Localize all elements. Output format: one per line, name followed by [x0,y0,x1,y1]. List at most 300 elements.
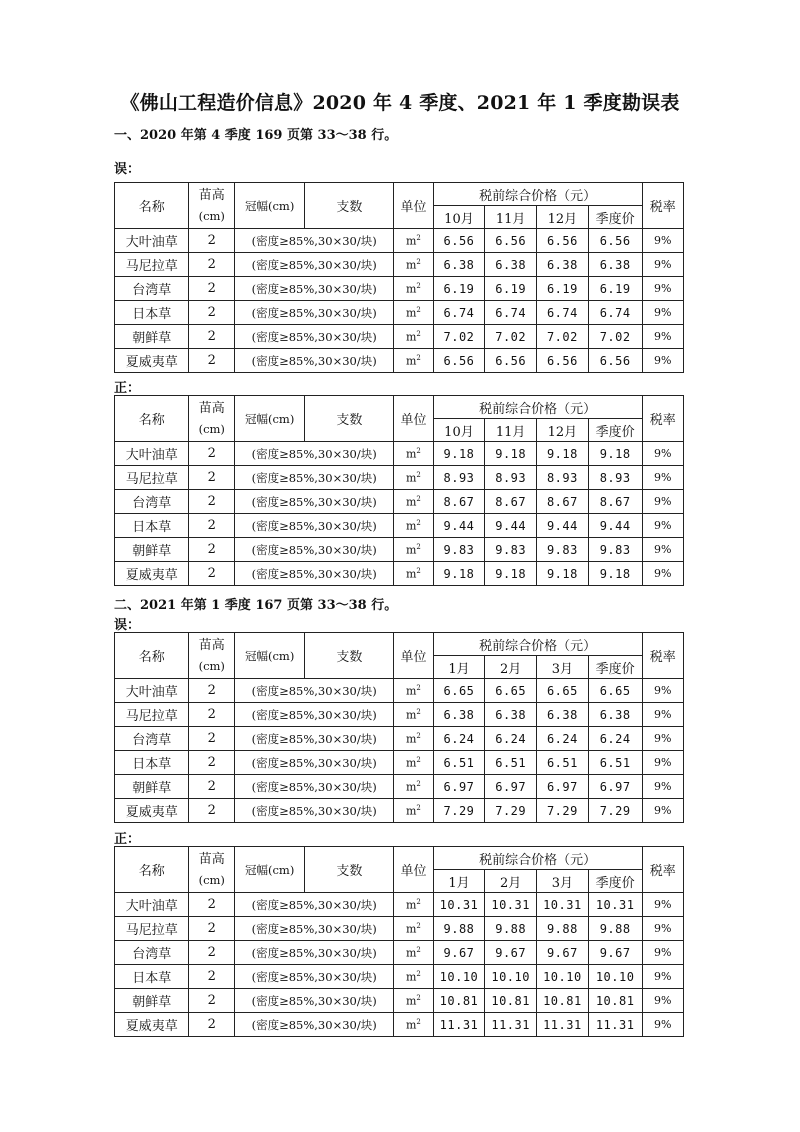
cell-price: 6.38 [433,253,485,277]
cell-price: 6.56 [485,349,537,373]
cell-price: 9.83 [588,538,642,562]
cell-name: 朝鲜草 [115,989,189,1013]
cell-price: 9.18 [588,442,642,466]
cell-price: 6.38 [537,703,589,727]
cell-tax: 9% [642,703,683,727]
unit-base: m [405,684,417,698]
cell-price: 9.18 [433,562,485,586]
col-header-height-line2: (cm) [198,872,225,887]
cell-tax: 9% [642,751,683,775]
unit-base: m [405,471,417,485]
unit-base: m [405,946,417,960]
unit-base: m [405,708,417,722]
unit-superscript: 2 [416,1017,421,1026]
cell-price: 6.65 [588,679,642,703]
col-header-crown: 冠幅(cm) [235,396,305,442]
unit-superscript: 2 [416,755,421,764]
col-header-crown: 冠幅(cm) [235,183,305,229]
cell-unit [394,253,433,277]
cell-tax: 9% [642,917,683,941]
cell-unit [394,917,433,941]
cell-price: 6.38 [485,253,537,277]
cell-price: 6.38 [485,703,537,727]
cell-price: 10.31 [485,893,537,917]
cell-price: 9.18 [537,562,589,586]
cell-spec: (密度≥85%,30×30/块) [235,349,394,373]
cell-height: 2 [189,442,235,466]
col-header-period: 10月 [433,419,485,442]
cell-price: 9.67 [485,941,537,965]
unit-superscript: 2 [416,566,421,575]
col-header-price-group: 税前综合价格（元） [433,183,642,206]
unit-superscript: 2 [416,707,421,716]
cell-price: 6.65 [537,679,589,703]
col-header-tax: 税率 [642,183,683,229]
table-row [115,989,684,1013]
cell-price: 9.44 [537,514,589,538]
col-header-count: 支数 [305,847,394,893]
cell-price: 9.83 [433,538,485,562]
cell-price: 6.74 [537,301,589,325]
table-row [115,442,684,466]
cell-unit [394,1013,433,1037]
unit-base: m [405,732,417,746]
cell-price: 6.56 [433,349,485,373]
cell-spec: (密度≥85%,30×30/块) [235,917,394,941]
cell-price: 6.24 [433,727,485,751]
cell-unit [394,989,433,1013]
col-header-height [189,396,235,442]
cell-price: 9.18 [588,562,642,586]
unit-superscript: 2 [416,897,421,906]
cell-price: 6.38 [588,253,642,277]
cell-price: 6.74 [433,301,485,325]
cell-spec: (密度≥85%,30×30/块) [235,277,394,301]
cell-price: 11.31 [588,1013,642,1037]
cell-price: 6.56 [588,229,642,253]
col-header-height-line1: 苗高 [198,637,225,653]
cell-price: 6.97 [433,775,485,799]
cell-height: 2 [189,562,235,586]
cell-price: 10.10 [588,965,642,989]
cell-height: 2 [189,989,235,1013]
cell-tax: 9% [642,442,683,466]
table-row [115,893,684,917]
erratum-correct-label: 正： [114,381,141,396]
col-header-height-line1: 苗高 [198,400,225,416]
erratum-wrong-label: 误： [114,618,141,633]
cell-name: 日本草 [115,751,189,775]
cell-price: 7.29 [485,799,537,823]
cell-price: 6.51 [485,751,537,775]
col-header-period: 1月 [433,870,485,893]
cell-unit [394,277,433,301]
cell-height: 2 [189,679,235,703]
cell-height: 2 [189,799,235,823]
cell-name: 马尼拉草 [115,253,189,277]
erratum-correct-label: 正： [114,832,141,847]
col-header-period: 季度价 [588,206,642,229]
cell-price: 8.67 [485,490,537,514]
unit-superscript: 2 [416,542,421,551]
cell-price: 10.81 [433,989,485,1013]
cell-price: 9.44 [588,514,642,538]
cell-price: 8.67 [537,490,589,514]
col-header-height [189,183,235,229]
unit-base: m [405,258,417,272]
cell-spec: (密度≥85%,30×30/块) [235,989,394,1013]
cell-price: 9.67 [537,941,589,965]
unit-base: m [405,756,417,770]
unit-base: m [405,994,417,1008]
unit-superscript: 2 [416,305,421,314]
cell-height: 2 [189,229,235,253]
col-header-crown: 冠幅(cm) [235,847,305,893]
table-row [115,727,684,751]
table-row [115,917,684,941]
cell-name: 台湾草 [115,727,189,751]
cell-spec: (密度≥85%,30×30/块) [235,253,394,277]
cell-spec: (密度≥85%,30×30/块) [235,703,394,727]
cell-price: 6.24 [485,727,537,751]
unit-superscript: 2 [416,518,421,527]
cell-spec: (密度≥85%,30×30/块) [235,229,394,253]
cell-unit [394,893,433,917]
cell-height: 2 [189,514,235,538]
cell-name: 夏威夷草 [115,349,189,373]
cell-price: 9.18 [485,562,537,586]
col-header-tax: 税率 [642,396,683,442]
col-header-name: 名称 [115,633,189,679]
col-header-name: 名称 [115,183,189,229]
col-header-unit: 单位 [394,633,433,679]
cell-height: 2 [189,1013,235,1037]
unit-superscript: 2 [416,803,421,812]
cell-name: 马尼拉草 [115,703,189,727]
cell-unit [394,490,433,514]
cell-price: 11.31 [537,1013,589,1037]
cell-price: 9.88 [588,917,642,941]
cell-price: 6.51 [588,751,642,775]
cell-tax: 9% [642,277,683,301]
col-header-period: 2月 [485,656,537,679]
cell-name: 大叶油草 [115,442,189,466]
unit-base: m [405,330,417,344]
cell-height: 2 [189,277,235,301]
col-header-height-line1: 苗高 [198,187,225,203]
cell-name: 日本草 [115,301,189,325]
col-header-count: 支数 [305,633,394,679]
cell-unit [394,349,433,373]
cell-name: 日本草 [115,514,189,538]
cell-unit [394,325,433,349]
cell-spec: (密度≥85%,30×30/块) [235,941,394,965]
col-header-period: 季度价 [588,870,642,893]
cell-price: 7.29 [588,799,642,823]
unit-base: m [405,970,417,984]
cell-price: 6.38 [537,253,589,277]
cell-tax: 9% [642,965,683,989]
cell-spec: (密度≥85%,30×30/块) [235,538,394,562]
table-row [115,1013,684,1037]
cell-price: 8.67 [433,490,485,514]
cell-tax: 9% [642,301,683,325]
table-row [115,277,684,301]
cell-spec: (密度≥85%,30×30/块) [235,727,394,751]
unit-superscript: 2 [416,921,421,930]
cell-name: 朝鲜草 [115,775,189,799]
col-header-height-line2: (cm) [198,208,225,223]
cell-price: 9.44 [433,514,485,538]
cell-price: 8.93 [588,466,642,490]
cell-unit [394,538,433,562]
cell-unit [394,466,433,490]
cell-price: 10.81 [485,989,537,1013]
cell-price: 9.67 [433,941,485,965]
cell-unit [394,301,433,325]
cell-name: 马尼拉草 [115,917,189,941]
table-row [115,679,684,703]
cell-spec: (密度≥85%,30×30/块) [235,893,394,917]
cell-price: 7.02 [485,325,537,349]
col-header-price-group: 税前综合价格（元） [433,847,642,870]
cell-price: 6.74 [485,301,537,325]
cell-tax: 9% [642,679,683,703]
cell-price: 6.56 [433,229,485,253]
col-header-name: 名称 [115,847,189,893]
cell-price: 6.74 [588,301,642,325]
cell-unit [394,751,433,775]
table-row [115,538,684,562]
cell-spec: (密度≥85%,30×30/块) [235,325,394,349]
cell-price: 9.88 [537,917,589,941]
cell-unit [394,679,433,703]
unit-superscript: 2 [416,329,421,338]
col-header-height-line2: (cm) [198,421,225,436]
col-header-period: 2月 [485,870,537,893]
unit-base: m [405,234,417,248]
unit-superscript: 2 [416,683,421,692]
col-header-period: 季度价 [588,656,642,679]
col-header-count: 支数 [305,183,394,229]
unit-superscript: 2 [416,233,421,242]
section-heading-1: 一、2020 年第 4 季度 169 页第 33～38 行。 [114,128,398,143]
cell-price: 9.44 [485,514,537,538]
table-row [115,562,684,586]
col-header-unit: 单位 [394,396,433,442]
cell-spec: (密度≥85%,30×30/块) [235,679,394,703]
table-row [115,514,684,538]
cell-spec: (密度≥85%,30×30/块) [235,775,394,799]
col-header-period: 3月 [537,870,589,893]
cell-height: 2 [189,941,235,965]
cell-name: 夏威夷草 [115,799,189,823]
col-header-height [189,847,235,893]
unit-superscript: 2 [416,969,421,978]
cell-price: 8.67 [588,490,642,514]
cell-height: 2 [189,893,235,917]
cell-price: 9.18 [433,442,485,466]
table-row [115,253,684,277]
col-header-unit: 单位 [394,847,433,893]
cell-height: 2 [189,253,235,277]
col-header-period: 3月 [537,656,589,679]
cell-price: 10.31 [537,893,589,917]
cell-height: 2 [189,490,235,514]
cell-height: 2 [189,301,235,325]
cell-tax: 9% [642,989,683,1013]
cell-height: 2 [189,325,235,349]
unit-base: m [405,495,417,509]
cell-name: 台湾草 [115,490,189,514]
cell-tax: 9% [642,893,683,917]
cell-price: 6.19 [485,277,537,301]
cell-tax: 9% [642,538,683,562]
cell-tax: 9% [642,490,683,514]
table-row [115,775,684,799]
table-row [115,965,684,989]
cell-price: 7.02 [537,325,589,349]
col-header-height-line2: (cm) [198,658,225,673]
table-row [115,751,684,775]
table-row [115,703,684,727]
cell-price: 9.88 [433,917,485,941]
cell-spec: (密度≥85%,30×30/块) [235,751,394,775]
col-header-count: 支数 [305,396,394,442]
table-row [115,799,684,823]
cell-tax: 9% [642,514,683,538]
cell-price: 6.51 [537,751,589,775]
cell-price: 6.56 [485,229,537,253]
unit-superscript: 2 [416,353,421,362]
cell-spec: (密度≥85%,30×30/块) [235,514,394,538]
cell-price: 6.38 [588,703,642,727]
cell-name: 大叶油草 [115,893,189,917]
cell-height: 2 [189,703,235,727]
unit-superscript: 2 [416,494,421,503]
price-table [114,182,684,373]
cell-price: 6.24 [588,727,642,751]
cell-height: 2 [189,965,235,989]
cell-tax: 9% [642,229,683,253]
cell-price: 6.65 [485,679,537,703]
cell-price: 8.93 [485,466,537,490]
cell-tax: 9% [642,941,683,965]
cell-price: 8.93 [433,466,485,490]
unit-base: m [405,780,417,794]
unit-base: m [405,447,417,461]
unit-base: m [405,922,417,936]
cell-price: 6.56 [537,229,589,253]
cell-price: 6.56 [537,349,589,373]
cell-height: 2 [189,917,235,941]
unit-base: m [405,306,417,320]
col-header-name: 名称 [115,396,189,442]
cell-price: 10.31 [433,893,485,917]
unit-base: m [405,804,417,818]
cell-price: 9.88 [485,917,537,941]
col-header-period: 季度价 [588,419,642,442]
cell-tax: 9% [642,775,683,799]
cell-name: 大叶油草 [115,679,189,703]
unit-superscript: 2 [416,281,421,290]
cell-name: 朝鲜草 [115,538,189,562]
cell-price: 11.31 [433,1013,485,1037]
cell-price: 6.65 [433,679,485,703]
unit-superscript: 2 [416,470,421,479]
page-title: 《佛山工程造价信息》2020 年 4 季度、2021 年 1 季度勘误表 [120,92,680,114]
cell-price: 6.38 [433,703,485,727]
table-row [115,349,684,373]
cell-unit [394,703,433,727]
cell-name: 台湾草 [115,941,189,965]
price-table [114,395,684,586]
cell-price: 7.02 [433,325,485,349]
table-row [115,466,684,490]
cell-spec: (密度≥85%,30×30/块) [235,799,394,823]
unit-base: m [405,519,417,533]
unit-superscript: 2 [416,779,421,788]
col-header-tax: 税率 [642,633,683,679]
cell-tax: 9% [642,1013,683,1037]
cell-name: 日本草 [115,965,189,989]
cell-price: 10.10 [433,965,485,989]
unit-base: m [405,354,417,368]
cell-height: 2 [189,775,235,799]
cell-height: 2 [189,538,235,562]
cell-price: 10.81 [588,989,642,1013]
unit-superscript: 2 [416,257,421,266]
price-table [114,632,684,823]
unit-superscript: 2 [416,993,421,1002]
cell-price: 9.83 [485,538,537,562]
col-header-period: 12月 [537,206,589,229]
cell-price: 6.19 [537,277,589,301]
col-header-tax: 税率 [642,847,683,893]
cell-price: 10.31 [588,893,642,917]
cell-price: 6.19 [433,277,485,301]
cell-unit [394,562,433,586]
col-header-crown: 冠幅(cm) [235,633,305,679]
cell-tax: 9% [642,562,683,586]
cell-unit [394,799,433,823]
unit-base: m [405,567,417,581]
unit-base: m [405,543,417,557]
cell-spec: (密度≥85%,30×30/块) [235,442,394,466]
col-header-unit: 单位 [394,183,433,229]
cell-price: 9.83 [537,538,589,562]
cell-unit [394,941,433,965]
cell-spec: (密度≥85%,30×30/块) [235,562,394,586]
cell-price: 6.97 [588,775,642,799]
unit-base: m [405,282,417,296]
cell-price: 10.81 [537,989,589,1013]
cell-unit [394,727,433,751]
col-header-price-group: 税前综合价格（元） [433,633,642,656]
col-header-height [189,633,235,679]
section-heading-2: 二、2021 年第 1 季度 167 页第 33～38 行。 [114,598,398,613]
unit-superscript: 2 [416,945,421,954]
cell-price: 6.56 [588,349,642,373]
table-row [115,325,684,349]
cell-price: 7.02 [588,325,642,349]
cell-price: 11.31 [485,1013,537,1037]
cell-height: 2 [189,727,235,751]
cell-tax: 9% [642,799,683,823]
cell-tax: 9% [642,253,683,277]
cell-tax: 9% [642,325,683,349]
col-header-price-group: 税前综合价格（元） [433,396,642,419]
